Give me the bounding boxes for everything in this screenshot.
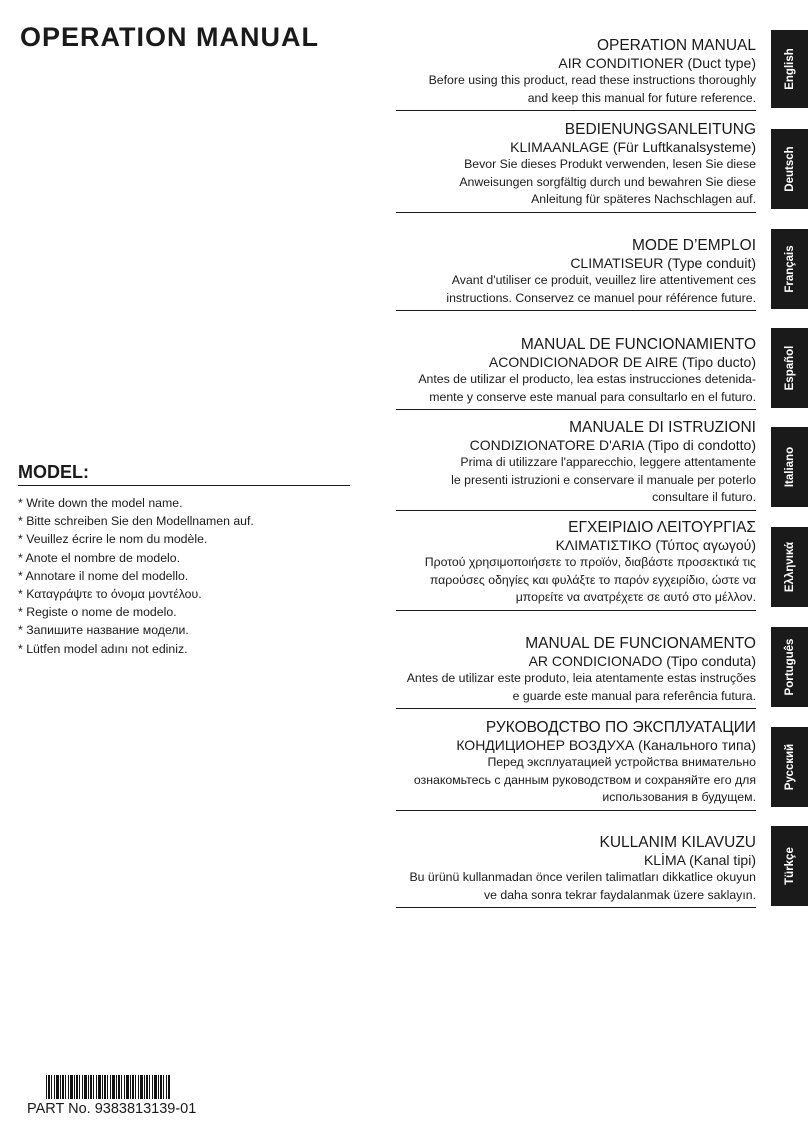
model-note: * Annotare il nome del modello.: [18, 568, 189, 583]
section-text-line: Перед эксплуатацией устройства внимательно: [487, 755, 756, 769]
section-text-line: consultare il futuro.: [652, 490, 756, 504]
part-number: PART No. 9383813139-01: [27, 1101, 197, 1117]
model-note: * Write down the model name.: [18, 496, 183, 510]
section-turkce: [396, 833, 756, 908]
section-text-line: e guarde este manual para referência futura.: [512, 688, 756, 703]
section-title: MANUALE DI ISTRUZIONI: [569, 419, 756, 436]
barcode: [46, 1075, 170, 1099]
section-subtitle: KLIMAANLAGE (Für Luftkanalsysteme): [510, 139, 756, 155]
section-subtitle: CLIMATISEUR (Type conduit): [570, 255, 756, 271]
section-text-line: Bu ürünü kullanmadan önce verilen talimatları dikkatlice okuyun: [409, 870, 756, 884]
section-subtitle: AIR CONDITIONER (Duct type): [558, 55, 756, 71]
model-note: * Καταγράψτε το όνομα μοντέλου.: [18, 587, 202, 602]
section-text-line: использования в будущем.: [602, 790, 756, 804]
section-text-line: Προτού χρησιμοποιήσετε το προϊόν, διαβάστε προσεκτικά τις: [424, 555, 756, 569]
model-label: MODEL:: [18, 462, 350, 486]
section-title: MANUAL DE FUNCIONAMENTO: [525, 635, 756, 652]
section-subtitle: КОНДИЦИОНЕР ВОЗДУХА (Канального типа): [456, 737, 756, 753]
section-title: MANUAL DE FUNCIONAMIENTO: [520, 336, 756, 353]
language-tab-russian: Русский: [771, 727, 808, 807]
model-note: * Запишите название модели.: [18, 623, 189, 638]
section-text-line: Bevor Sie dieses Produkt verwenden, lesen Sie diese: [464, 157, 756, 171]
section-title: BEDIENUNGSANLEITUNG: [564, 121, 756, 138]
section-italiano: [396, 418, 756, 511]
language-tab-turkce: Türkçe: [771, 826, 808, 906]
model-note: * Lütfen model adını not ediniz.: [18, 641, 188, 656]
language-tab-deutsch: Deutsch: [771, 129, 808, 209]
section-text-line: ознакомьтесь с данным руководством и сохраняйте его для: [413, 772, 756, 787]
section-text-line: mente y conserve este manual para consultarlo en el futuro.: [429, 389, 756, 404]
section-greek: [396, 518, 756, 611]
language-tab-greek: Ελληνικά: [771, 527, 808, 607]
section-subtitle: ACONDICIONADOR DE AIRE (Tipo ducto): [488, 354, 756, 370]
section-title: OPERATION MANUAL: [596, 37, 756, 54]
language-tab-portugues: Português: [771, 627, 808, 707]
section-text-line: Anweisungen sorgfältig durch und bewahren Sie diese: [459, 174, 756, 189]
page-title: OPERATION MANUAL: [20, 22, 319, 52]
section-text-line: ve daha sonra tekrar faydalanmak üzere saklayın.: [483, 887, 756, 902]
model-note: * Bitte schreiben Sie den Modellnamen auf.: [18, 514, 254, 529]
section-text-line: and keep this manual for future reference.: [527, 90, 756, 105]
language-tab-italiano: Italiano: [771, 427, 808, 507]
section-text-line: Anleitung für späteres Nachschlagen auf.: [531, 192, 756, 206]
section-text-line: Avant d'utiliser ce produit, veuillez lire attentivement ces: [451, 273, 756, 287]
section-text-line: Before using this product, read these instructions thoroughly: [428, 73, 756, 87]
section-text-line: Antes de utilizar este produto, leia atentamente estas instruções: [406, 671, 756, 685]
model-note: * Veuillez écrire le nom du modèle.: [18, 532, 208, 547]
section-text-line: παρούσες οδηγίες και φυλάξτε το παρόν εγχειρίδιο, ώστε να: [429, 572, 756, 587]
section-text-line: Prima di utilizzare l'apparecchio, leggere attentamente: [460, 455, 756, 469]
section-portugues: [396, 634, 756, 709]
language-tab-espanol: Español: [771, 328, 808, 408]
section-subtitle: AR CONDICIONADO (Tipo conduta): [528, 653, 756, 669]
section-text-line: le presenti istruzioni e conservare il manuale per poterlo: [451, 472, 756, 487]
section-title: KULLANIM KILAVUZU: [599, 834, 756, 851]
section-francais: [396, 236, 756, 311]
section-russian: [396, 718, 756, 811]
section-text-line: instructions. Conservez ce manuel pour référence future.: [446, 290, 756, 305]
section-deutsch: [396, 120, 756, 213]
section-subtitle: CONDIZIONATORE D'ARIA (Tipo di condotto): [469, 437, 756, 453]
section-text-line: μπορείτε να ανατρέχετε σε αυτό στο μέλλον.: [515, 590, 756, 604]
section-title: MODE D’EMPLOI: [631, 237, 756, 254]
section-subtitle: ΚΛΙΜΑΤΙΣΤΙΚΟ (Τύπος αγωγού): [555, 537, 756, 553]
section-text-line: Antes de utilizar el producto, lea estas instrucciones detenida-: [418, 372, 756, 386]
section-title: ΕΓΧΕΙΡΙΔΙΟ ΛΕΙΤΟΥΡΓΙΑΣ: [568, 519, 756, 536]
section-subtitle: KLİMA (Kanal tipi): [643, 852, 756, 868]
model-note: * Registe o nome de modelo.: [18, 605, 177, 620]
model-block: [18, 462, 350, 658]
model-note: * Anote el nombre de modelo.: [18, 550, 181, 565]
section-english: [396, 36, 756, 111]
language-tab-francais: Français: [771, 229, 808, 309]
language-tab-english: English: [771, 30, 808, 108]
section-espanol: [396, 335, 756, 410]
section-title: РУКОВОДСТВО ПО ЭКСПЛУАТАЦИИ: [485, 719, 756, 736]
